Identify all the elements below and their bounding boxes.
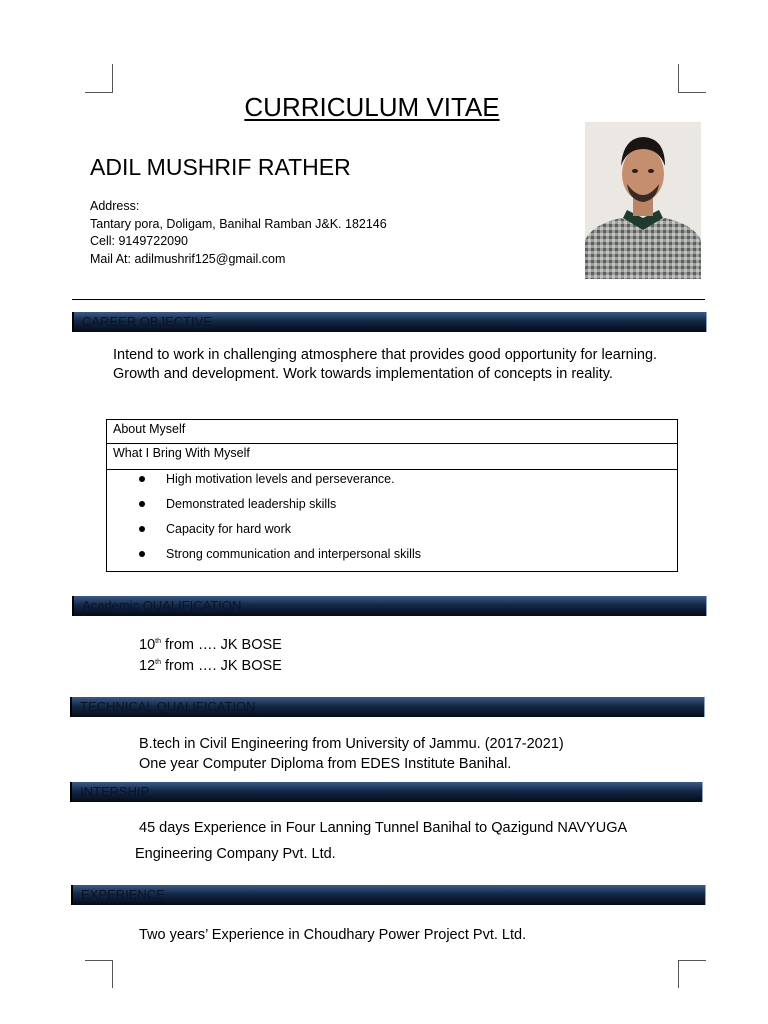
- internship-line-1: 45 days Experience in Four Lanning Tunnel Banihal to Qazigund NAVYUGA: [139, 820, 628, 836]
- section-header-experience: [71, 885, 706, 905]
- crop-mark-top-left-v: [112, 64, 113, 92]
- section-title: EXPERIENCE: [81, 887, 165, 902]
- about-title: About Myself: [107, 420, 677, 444]
- crop-mark-bottom-left-v: [112, 960, 113, 988]
- academic-list: [139, 635, 282, 677]
- list-item: Demonstrated leadership skills: [107, 496, 677, 521]
- list-item: Capacity for hard work: [107, 521, 677, 546]
- crop-mark-bottom-left-h: [85, 960, 113, 961]
- academic-item: 10th from …. JK BOSE: [139, 637, 282, 653]
- section-header-technical: [70, 697, 705, 717]
- about-myself-box: [106, 419, 678, 572]
- crop-mark-top-right-v: [678, 64, 679, 92]
- section-header-internship: [70, 782, 703, 802]
- internship-line-2: Engineering Company Pvt. Ltd.: [135, 846, 336, 862]
- crop-mark-bottom-right-v: [678, 960, 679, 988]
- header-divider: [72, 299, 705, 300]
- technical-item: One year Computer Diploma from EDES Institute Banihal.: [139, 756, 512, 772]
- section-title: INTERSHIP: [80, 784, 150, 799]
- email-address: Mail At: adilmushrif125@gmail.com: [90, 252, 286, 267]
- profile-photo: [585, 122, 701, 279]
- list-item: High motivation levels and perseverance.: [107, 471, 677, 496]
- experience-text: Two years’ Experience in Choudhary Power Project Pvt. Ltd.: [139, 927, 527, 943]
- technical-list: [139, 734, 564, 774]
- about-subtitle: What I Bring With Myself: [107, 444, 677, 470]
- section-title: CAREER OBJECTIVE: [82, 314, 213, 329]
- academic-item: 12th from …. JK BOSE: [139, 658, 282, 674]
- crop-mark-bottom-right-h: [678, 960, 706, 961]
- technical-item: B.tech in Civil Engineering from University of Jammu. (2017-2021): [139, 736, 564, 752]
- candidate-name: ADIL MUSHRIF RATHER: [90, 154, 351, 180]
- address-text: Tantary pora, Doligam, Banihal Ramban J&K. 182146: [90, 216, 387, 231]
- section-title: TECHNICAL QUALIFICATION: [80, 699, 256, 714]
- cell-number: Cell: 9149722090: [90, 234, 188, 249]
- list-item: Strong communication and interpersonal skills: [107, 546, 677, 571]
- strengths-list: [107, 470, 677, 571]
- section-header-academic: [72, 596, 707, 616]
- contact-block: [90, 198, 387, 269]
- section-header-career: [72, 312, 707, 332]
- address-label: Address:: [90, 199, 140, 213]
- career-objective-text: Intend to work in challenging atmosphere that provides good opportunity for learning. Growth and development. Work towards implementation of concepts in reality.: [113, 347, 658, 382]
- document-title: CURRICULUM VITAE: [244, 92, 500, 122]
- section-title: Academic QUALIFICATION: [82, 598, 242, 613]
